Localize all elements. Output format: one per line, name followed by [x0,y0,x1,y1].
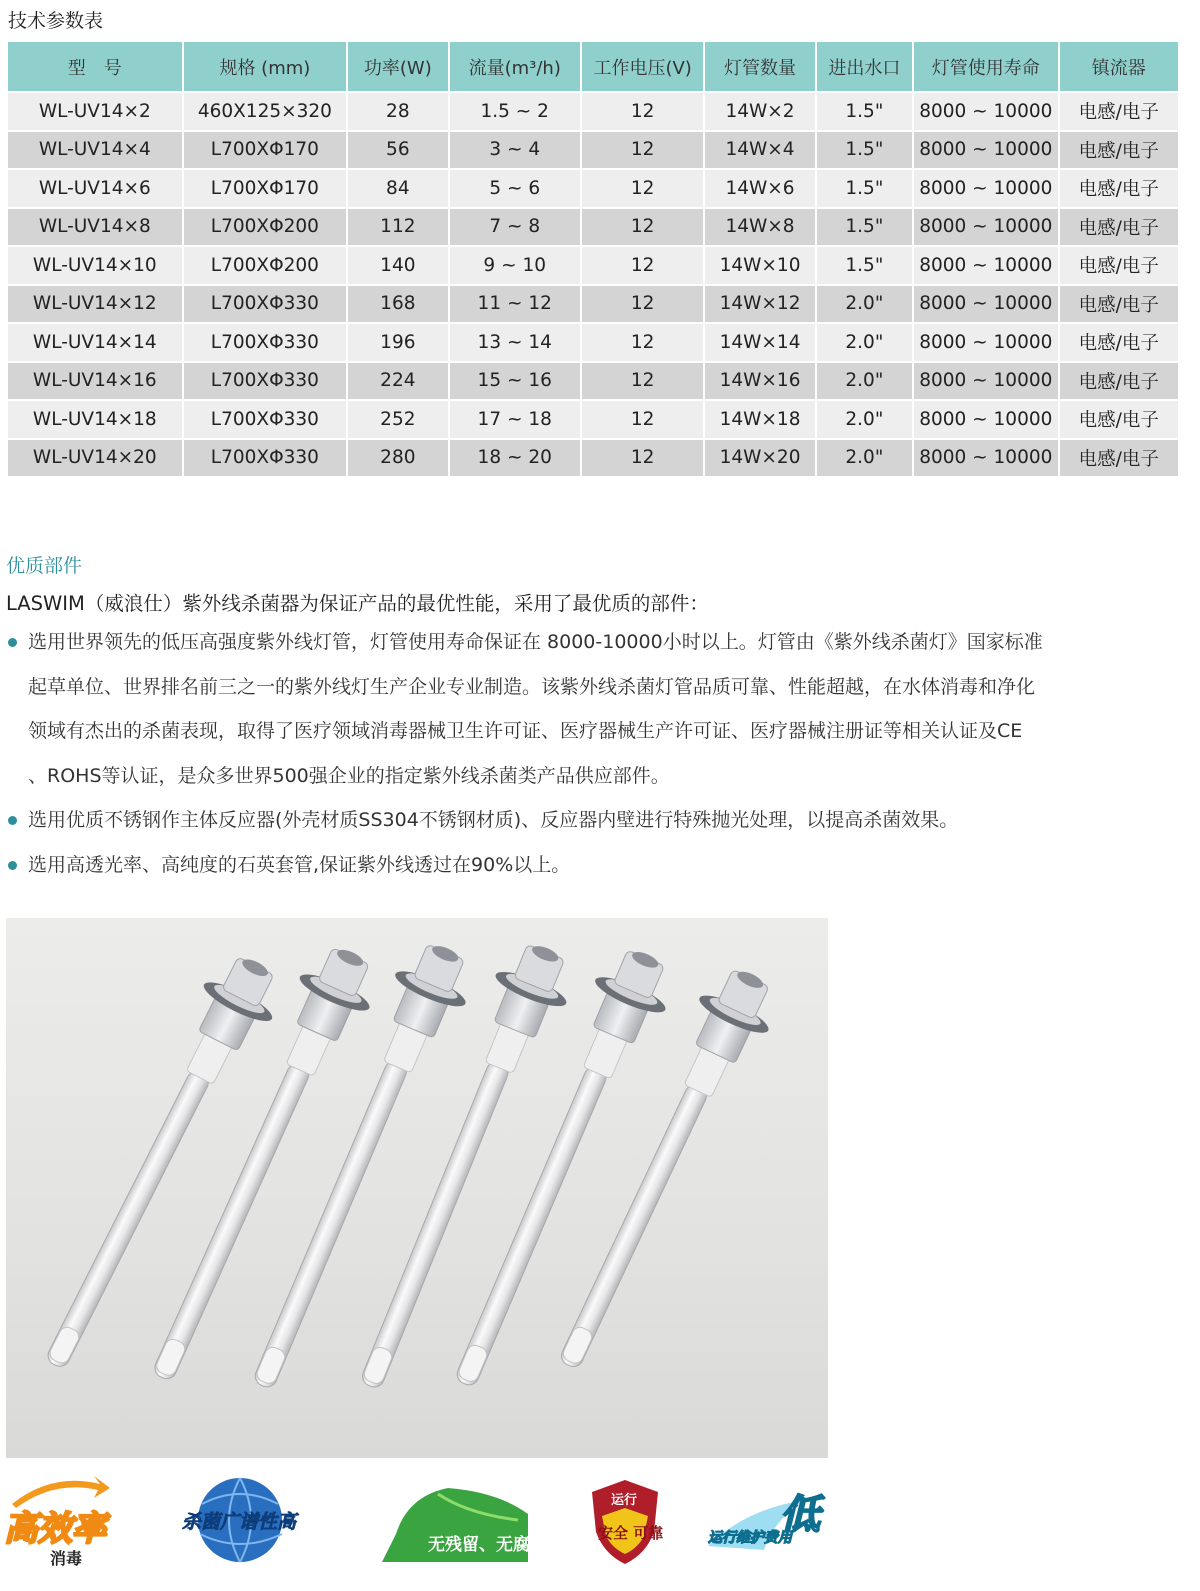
cell-ballast: 电感/电子 [1060,93,1178,130]
table-row [8,401,1178,438]
cell-power: 112 [348,209,447,246]
cell-voltage: 12 [582,401,703,438]
cell-lifetime: 8000 ~ 10000 [914,93,1057,130]
cell-power: 224 [348,363,447,400]
uv-lamp-photo [6,918,828,1458]
bullet-line: 起草单位、世界排名前三之一的紫外线灯生产企业专业制造。该紫外线杀菌灯管品质可靠、性能超越，在水体消毒和净化 [28,675,1036,698]
quality-bullet-list [8,620,1188,887]
cell-lifetime: 8000 ~ 10000 [914,324,1057,361]
badge-text: 安全 可靠 [598,1524,664,1542]
cell-lifetime: 8000 ~ 10000 [914,132,1057,169]
cell-voltage: 12 [582,247,703,284]
low-maintenance-badge [704,1480,828,1566]
badge-text: 高效率 [4,1509,106,1549]
cell-voltage: 12 [582,209,703,246]
cell-size: L700XΦ200 [184,209,347,246]
bullet-line: 领域有杰出的杀菌表现，取得了医疗领域消毒器械卫生许可证、医疗器械生产许可证、医疗器械注册证等相关认证及CE [28,720,1023,742]
cell-voltage: 12 [582,363,703,400]
cell-port: 2.0" [817,363,912,400]
cell-ballast: 电感/电子 [1060,247,1178,284]
spec-table-header-row [8,42,1178,91]
bullet-line: 选用优质不锈钢作主体反应器(外壳材质SS304不锈钢材质)、反应器内壁进行特殊抛光处理，以提高杀菌效果。 [28,809,959,831]
cell-lifetime: 8000 ~ 10000 [914,170,1057,207]
cell-port: 2.0" [817,324,912,361]
cell-size: L700XΦ200 [184,247,347,284]
badge-text: 消毒 [50,1549,83,1568]
quality-lead-text: LASWIM（威浪仕）紫外线杀菌器为保证产品的最优性能，采用了最优质的部件： [6,592,709,615]
cell-flow: 13 ~ 14 [450,324,580,361]
cell-lifetime: 8000 ~ 10000 [914,363,1057,400]
spec-table-body [8,93,1178,476]
cell-flow: 9 ~ 10 [450,247,580,284]
table-row [8,440,1178,477]
cell-flow: 5 ~ 6 [450,170,580,207]
feature-badges [0,1470,1200,1591]
cell-size: L700XΦ170 [184,132,347,169]
badge-text: 运行 [611,1493,638,1508]
cell-size: L700XΦ330 [184,440,347,477]
cell-size: L700XΦ330 [184,324,347,361]
table-row [8,286,1178,323]
table-row [8,324,1178,361]
cell-power: 84 [348,170,447,207]
cell-lifetime: 8000 ~ 10000 [914,247,1057,284]
cell-lifetime: 8000 ~ 10000 [914,209,1057,246]
cell-power: 56 [348,132,447,169]
cell-port: 2.0" [817,440,912,477]
header-lifetime: 灯管使用寿命 [914,42,1057,91]
header-port: 进出水口 [817,42,912,91]
cell-model: WL-UV14×20 [8,440,182,477]
cell-port: 2.0" [817,401,912,438]
table-row [8,363,1178,400]
cell-lamp-count: 14W×14 [705,324,814,361]
broad-spectrum-badge [178,1474,308,1566]
cell-voltage: 12 [582,286,703,323]
header-model: 型 号 [8,42,182,91]
table-row [8,209,1178,246]
quality-section-title: 优质部件 [6,555,83,577]
cell-port: 2.0" [817,286,912,323]
cell-model: WL-UV14×4 [8,132,182,169]
cell-lifetime: 8000 ~ 10000 [914,286,1057,323]
high-efficiency-badge [2,1474,114,1570]
badge-text: 无残留、无腐蚀 [428,1535,547,1555]
cell-power: 252 [348,401,447,438]
cell-model: WL-UV14×6 [8,170,182,207]
cell-lamp-count: 14W×20 [705,440,814,477]
header-flow: 流量(m³/h) [450,42,580,91]
cell-ballast: 电感/电子 [1060,132,1178,169]
arrow-icon [12,1476,110,1508]
cell-size: L700XΦ330 [184,401,347,438]
header-lamp-count: 灯管数量 [705,42,814,91]
safe-reliable-badge [588,1478,662,1566]
table-row [8,247,1178,284]
cell-model: WL-UV14×16 [8,363,182,400]
cell-lifetime: 8000 ~ 10000 [914,440,1057,477]
cell-ballast: 电感/电子 [1060,363,1178,400]
spec-table [6,40,1180,478]
cell-lamp-count: 14W×16 [705,363,814,400]
table-row [8,132,1178,169]
cell-size: L700XΦ330 [184,286,347,323]
bullet-item [8,620,1188,798]
cell-power: 28 [348,93,447,130]
cell-ballast: 电感/电子 [1060,170,1178,207]
cell-ballast: 电感/电子 [1060,440,1178,477]
badge-text: 运行维护费用 [708,1530,792,1546]
cell-ballast: 电感/电子 [1060,209,1178,246]
bullet-item [8,798,1188,843]
cell-size: L700XΦ330 [184,363,347,400]
cell-ballast: 电感/电子 [1060,324,1178,361]
bullet-dot-icon [8,638,17,647]
cell-lamp-count: 14W×6 [705,170,814,207]
no-residue-badge [378,1484,547,1566]
cell-flow: 3 ~ 4 [450,132,580,169]
header-voltage: 工作电压(V) [582,42,703,91]
cell-power: 168 [348,286,447,323]
cell-voltage: 12 [582,324,703,361]
cell-port: 1.5" [817,209,912,246]
uv-lamps-illustration [6,918,828,1458]
bullet-dot-icon [8,861,17,870]
cell-lamp-count: 14W×2 [705,93,814,130]
cell-flow: 17 ~ 18 [450,401,580,438]
header-power: 功率(W) [348,42,447,91]
cell-flow: 7 ~ 8 [450,209,580,246]
bullet-dot-icon [8,816,17,825]
cell-port: 1.5" [817,93,912,130]
cell-lamp-count: 14W×18 [705,401,814,438]
table-row [8,170,1178,207]
cell-voltage: 12 [582,132,703,169]
bullet-line: 选用世界领先的低压高强度紫外线灯管，灯管使用寿命保证在 8000-10000小时以上。灯管由《紫外线杀菌灯》国家标准 [28,631,1043,653]
cell-flow: 1.5 ~ 2 [450,93,580,130]
badge-text: 杀菌广谱性高 [182,1511,297,1533]
cell-port: 1.5" [817,170,912,207]
bullet-line: 、ROHS等认证，是众多世界500强企业的指定紫外线杀菌类产品供应部件。 [28,764,670,787]
cell-model: WL-UV14×10 [8,247,182,284]
spec-section-title: 技术参数表 [8,10,104,32]
cell-flow: 11 ~ 12 [450,286,580,323]
cell-lamp-count: 14W×12 [705,286,814,323]
header-ballast: 镇流器 [1060,42,1178,91]
cell-model: WL-UV14×18 [8,401,182,438]
cell-lamp-count: 14W×10 [705,247,814,284]
cell-port: 1.5" [817,132,912,169]
cell-lamp-count: 14W×4 [705,132,814,169]
cell-model: WL-UV14×12 [8,286,182,323]
cell-model: WL-UV14×8 [8,209,182,246]
cell-model: WL-UV14×14 [8,324,182,361]
cell-lamp-count: 14W×8 [705,209,814,246]
cell-flow: 18 ~ 20 [450,440,580,477]
cell-ballast: 电感/电子 [1060,286,1178,323]
badge-text: 低 [780,1492,820,1538]
cell-size: L700XΦ170 [184,170,347,207]
cell-flow: 15 ~ 16 [450,363,580,400]
cell-power: 196 [348,324,447,361]
cell-voltage: 12 [582,440,703,477]
cell-power: 140 [348,247,447,284]
bullet-item [8,843,1188,888]
cell-lifetime: 8000 ~ 10000 [914,401,1057,438]
bullet-line: 选用高透光率、高纯度的石英套管,保证紫外线透过在90%以上。 [28,853,571,876]
cell-voltage: 12 [582,93,703,130]
cell-model: WL-UV14×2 [8,93,182,130]
cell-port: 1.5" [817,247,912,284]
cell-voltage: 12 [582,170,703,207]
uv-lamp [534,958,787,1381]
cell-size: 460X125×320 [184,93,347,130]
cell-power: 280 [348,440,447,477]
table-row [8,93,1178,130]
cell-ballast: 电感/电子 [1060,401,1178,438]
header-size: 规格 (mm) [184,42,347,91]
